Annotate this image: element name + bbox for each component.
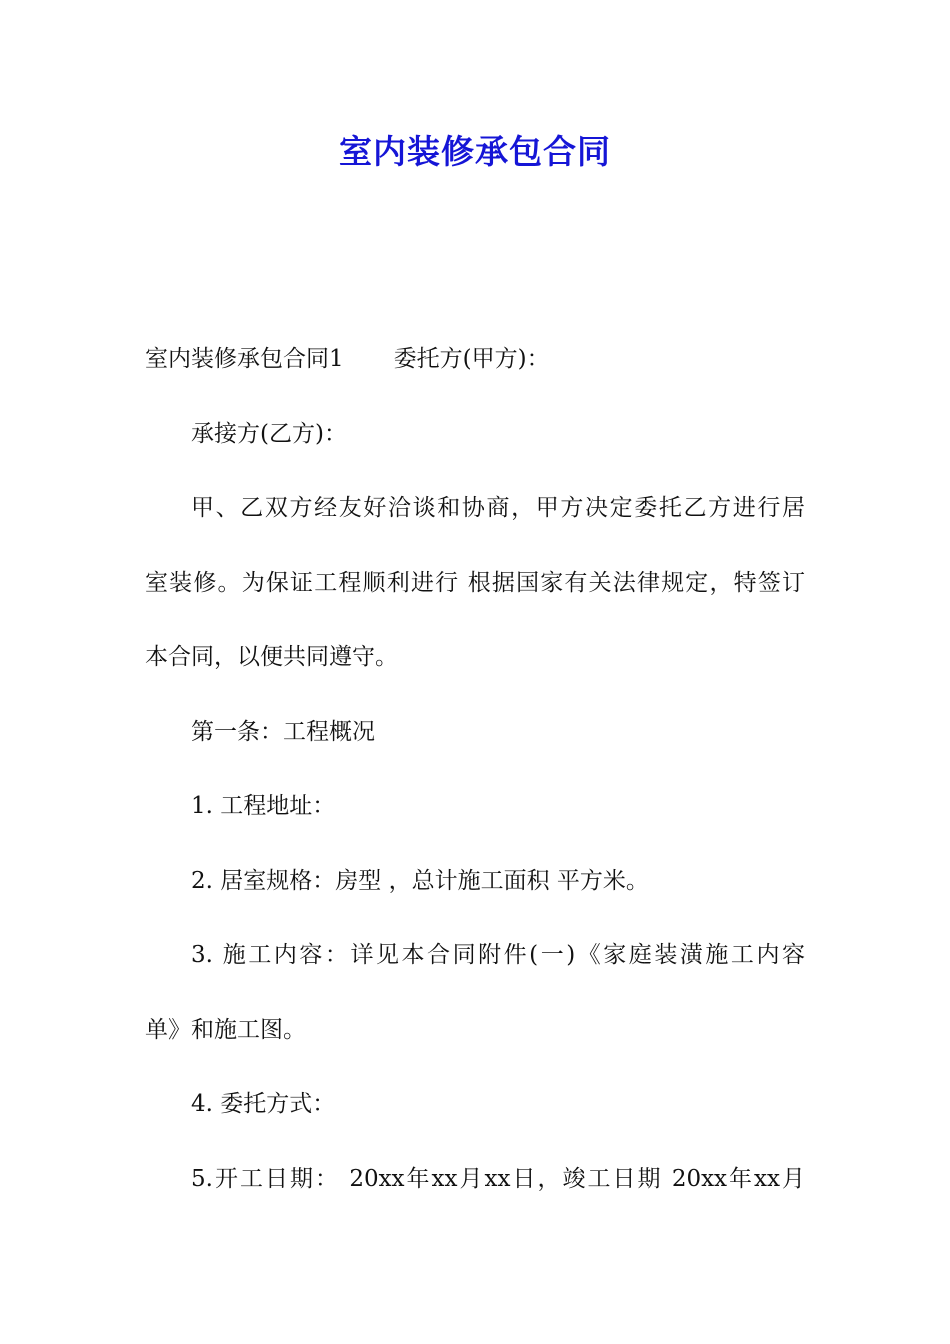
paragraph-line-1 (145, 333, 805, 408)
paragraph-line-5: 本合同，以便共同遵守。 (145, 644, 398, 670)
party-b-label: 承接方(乙方)： (191, 420, 347, 447)
item-construction-content: 3. 施工内容：详见本合同附件(一)《家庭装潢施工内容 (191, 942, 805, 968)
item-dates: 5.开工日期： 20xx年xx月xx日，竣工日期 20xx年xx月 (191, 1165, 805, 1192)
paragraph-line-3: 甲、乙双方经友好洽谈和协商，甲方决定委托乙方进行居 (191, 495, 805, 521)
contract-heading: 室内装修承包合同1 (145, 346, 344, 372)
document-title: 室内装修承包合同 (339, 132, 611, 171)
item-commission-method: 4. 委托方式： (191, 1091, 336, 1117)
paragraph-line-4: 室装修。为保证工程顺利进行 根据国家有关法律规定，特签订 (145, 569, 805, 596)
party-a-label: 委托方(甲方)： (393, 346, 550, 372)
paragraph-line-10: 单》和施工图。 (145, 1016, 306, 1043)
item-project-address: 1. 工程地址： (191, 793, 336, 819)
document-body (145, 333, 805, 1227)
article-one-heading: 第一条：工程概况 (191, 718, 375, 745)
item-room-spec: 2. 居室规格：房型 ，总计施工面积 平方米。 (191, 867, 649, 894)
